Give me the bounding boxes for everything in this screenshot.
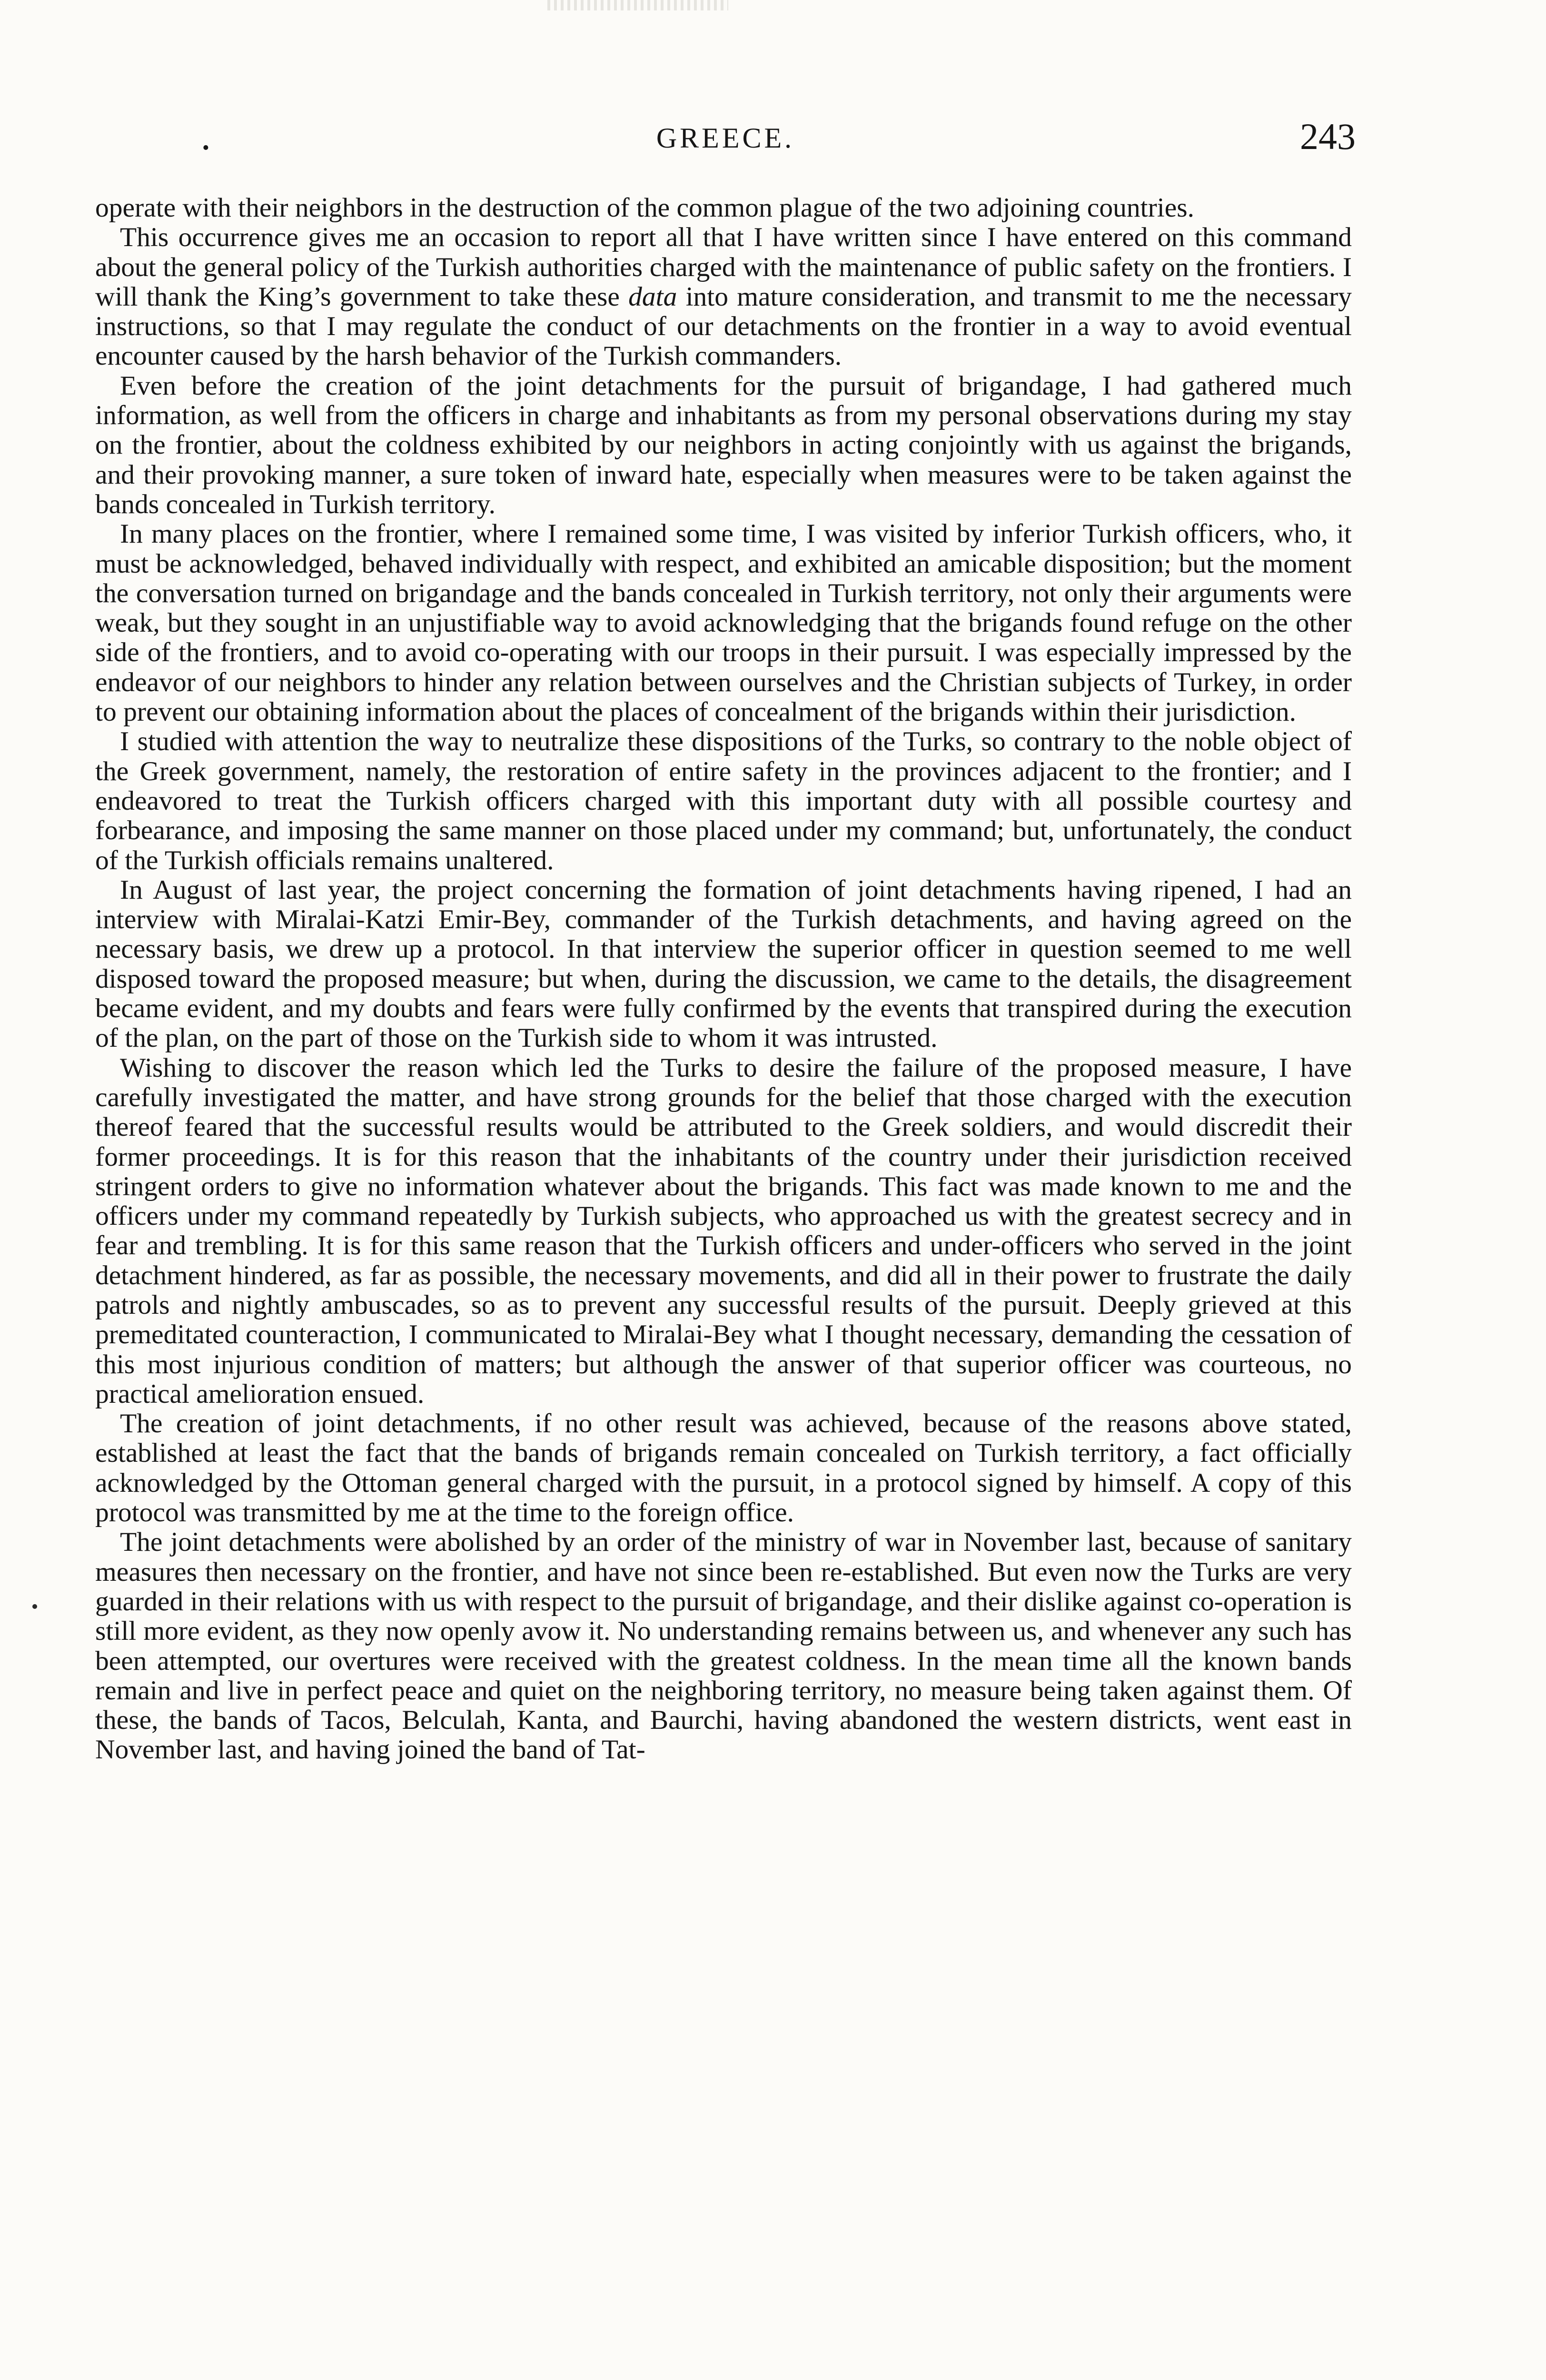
running-title: GREECE.: [656, 122, 795, 154]
margin-mark: [32, 1604, 37, 1609]
header-dot: •: [202, 137, 209, 159]
paragraph-wishing: Wishing to discover the reason which led the Turks to desire the failure of the proposed measure, I have carefully investigated the matter, and have strong grounds for the belief that those charged with the execution thereof feared that the successful results would be attributed to the Greek soldiers, and would discredit their former proceedings. It is for this reason that the inhabitants of the country under their jurisdiction received stringent orders to give no information whatever about the brigands. This fact was made known to me and the officers under my command repeatedly by Turkish subjects, who approached us with the greatest secrecy and in fear and trembling. It is for this same reason that the Turkish officers and under-officers who served in the joint detachment hindered, as far as possible, the necessary movements, and did all in their power to frustrate the daily patrols and nightly ambuscades, so as to prevent any successful results of the pursuit. Deeply grieved at this premeditated counteraction, I communicated to Miralai-Bey what I thought necessary, demanding the cessation of this most injurious condition of matters; but although the answer of that superior officer was courteous, no practical amelioration ensued.: [95, 1052, 1352, 1409]
paragraph-august: In August of last year, the project concerning the formation of joint detachments having ripened, I had an interview with Miralai-Katzi Emir-Bey, commander of the Turkish detachments, and having agreed on the necessary basis, we drew up a protocol. In that interview the superior officer in question seemed to me well disposed toward the proposed measure; but when, during the discussion, we came to the details, the disagreement became evident, and my doubts and fears were fully confirmed by the events that transpired during the execution of the plan, on the part of those on the Turkish side to whom it was intrusted.: [95, 874, 1352, 1053]
paragraph-studied: I studied with attention the way to neutralize these dispositions of the Turks, so contrary to the noble object of the Greek government, namely, the restoration of entire safety in the provinces adjacent to the frontier; and I endeavored to treat the Turkish officers charged with this important duty with all possible courtesy and forbearance, and imposing the same manner on those placed under my command; but, unfortunately, the conduct of the Turkish officials remains unaltered.: [95, 726, 1352, 875]
scan-edge-artifact: [547, 0, 728, 10]
paragraph-creation-joint: The creation of joint detachments, if no other result was achieved, because of the reasons above stated, established at least the fact that the bands of brigands remain concealed on Turkish territory, a fact officially acknowledged by the Ottoman general charged with the pursuit, in a protocol signed by himself. A copy of this protocol was transmitted by me at the time to the foreign office.: [95, 1408, 1352, 1528]
paragraph-before-creation: Even before the creation of the joint detachments for the pursuit of brigandage, I had gathered much information, as well from the officers in charge and inhabitants as from my personal observations during my stay on the frontier, about the coldness exhibited by our neighbors in acting conjointly with us against the brigands, and their provoking manner, a sure token of inward hate, especially when measures were to be taken against the bands concealed in Turkish territory.: [95, 370, 1352, 519]
paragraph-continued: operate with their neighbors in the destruction of the common plague of the two adjoining countries.: [95, 193, 1195, 223]
emphasized-word: data: [628, 281, 677, 312]
page-header: [95, 114, 1356, 167]
body-text: [95, 193, 1352, 1765]
paragraph-text: into mature consideration, and transmit to me the necessary instructions, so that I may regulate the conduct of our detachments on the frontier in a way to avoid eventual encounter caused by the harsh behavior of the Turkish commanders.: [95, 281, 1352, 371]
paragraph-many-places: In many places on the frontier, where I remained some time, I was visited by inferior Turkish officers, who, it must be acknowledged, behaved individually with respect, and exhibited an amicable disposition; but the moment the conversation turned on brigandage and the bands concealed in Turkish territory, not only their arguments were weak, but they sought in an unjustifiable way to avoid acknowledging that the brigands found refuge on the other side of the frontiers, and to avoid co-operating with our troops in their pursuit. I was especially impressed by the endeavor of our neighbors to hinder any relation between ourselves and the Christian subjects of Turkey, in order to prevent our obtaining information about the places of concealment of the brigands within their jurisdiction.: [95, 519, 1352, 727]
paragraph-occurrence: [95, 223, 1352, 371]
paragraph-text: This occurrence gives me an occasion to report all that I have written since I have entered on this command about the general policy of the Turkish authorities charged with the maintenance of public safety on the frontiers. I will thank the King’s government to take these: [95, 222, 1352, 312]
paragraph-abolished: The joint detachments were abolished by an order of the ministry of war in November last, because of sanitary measures then necessary on the frontier, and have not since been re-established. But even now the Turks are very guarded in their relations with us with respect to the pursuit of brigandage, and their dislike against co-operation is still more evident, as they now openly avow it. No understanding remains between us, and whenever any such has been attempted, our overtures were received with the greatest coldness. In the mean time all the known bands remain and live in perfect peace and quiet on the neighboring territory, no measure being taken against them. Of these, the bands of Tacos, Belculah, Kanta, and Baurchi, having abandoned the western districts, went east in November last, and having joined the band of Tat-: [95, 1527, 1352, 1765]
page-number: 243: [1300, 116, 1356, 157]
